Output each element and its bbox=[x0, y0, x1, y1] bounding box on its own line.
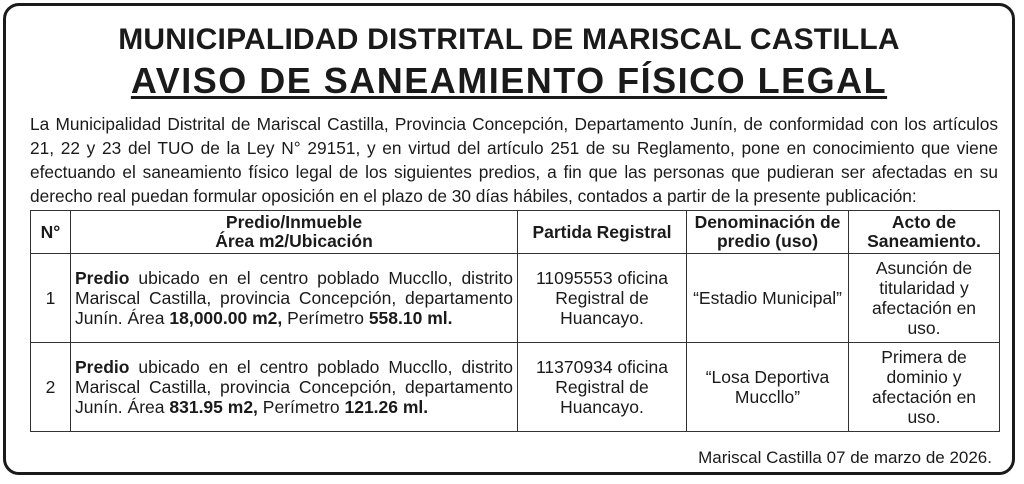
predios-table bbox=[30, 210, 1000, 432]
header-predio-line1: Predio/Inmueble bbox=[225, 212, 363, 232]
header-predio-line2: Área m2/Ubicación bbox=[215, 231, 373, 251]
desc-perimetro: 121.26 ml. bbox=[344, 397, 429, 417]
row-number: 2 bbox=[31, 343, 71, 432]
header-predio bbox=[71, 211, 518, 254]
desc-perimetro-label: Perímetro bbox=[282, 308, 369, 328]
row-partida: 11095553 oficina Registral de Huancayo. bbox=[518, 254, 687, 343]
header-num: N° bbox=[31, 211, 71, 254]
row-denominacion: “Losa Deportiva Muccllo” bbox=[687, 343, 849, 432]
notice-subtitle-text: AVISO DE SANEAMIENTO FÍSICO LEGAL bbox=[130, 60, 888, 101]
row-description bbox=[71, 343, 518, 432]
desc-perimetro-label: Perímetro bbox=[257, 397, 345, 417]
row-partida: 11370934 oficina Registral de Huancayo. bbox=[518, 343, 687, 432]
notice-frame bbox=[3, 3, 1015, 475]
row-denominacion: “Estadio Municipal” bbox=[687, 254, 849, 343]
desc-bold-start: Predio bbox=[75, 268, 130, 288]
desc-perimetro: 558.10 ml. bbox=[368, 308, 453, 328]
row-acto: Primera de dominio y afectación en uso. bbox=[849, 343, 1000, 432]
header-partida: Partida Registral bbox=[518, 211, 687, 254]
desc-text: ubicado en el centro poblado Muccllo, distrito Mariscal Castilla, provincia Concepción, departamento Junín. Área bbox=[75, 357, 513, 417]
municipality-title: MUNICIPALIDAD DISTRITAL DE MARISCAL CASTILLA bbox=[118, 23, 900, 56]
header-acto: Acto de Saneamiento. bbox=[849, 211, 1000, 254]
row-acto: Asunción de titularidad y afectación en uso. bbox=[849, 254, 1000, 343]
desc-bold-start: Predio bbox=[75, 357, 130, 377]
table-row bbox=[31, 343, 1000, 432]
header-denominacion: Denominación de predio (uso) bbox=[687, 211, 849, 254]
table-header-row bbox=[31, 211, 1000, 254]
desc-area: 18,000.00 m2, bbox=[169, 308, 283, 328]
notice-subtitle bbox=[6, 60, 1012, 102]
intro-paragraph: La Municipalidad Distrital de Mariscal Castilla, Provincia Concepción, Departamento Junín, de conformidad con los artículos 21, 22 y 23 del TUO de la Ley N° 29151, y en virtud del artículo 251 de su Reglamento, pone en conocimiento que viene efectuando el saneamiento físico legal de los siguientes predios, a fin que las personas que pudieran ser afectadas en su derecho real puedan formular oposición en el plazo de 30 días hábiles, contados a partir de la presente publicación: bbox=[30, 114, 998, 206]
row-number: 1 bbox=[31, 254, 71, 343]
table-row bbox=[31, 254, 1000, 343]
row-description bbox=[71, 254, 518, 343]
desc-text: ubicado en el centro poblado Muccllo, distrito Mariscal Castilla, provincia Concepción, departamento Junín. Área bbox=[75, 268, 513, 328]
footer-date-line: Mariscal Castilla 07 de marzo de 2026. bbox=[698, 448, 992, 467]
desc-area: 831.95 m2, bbox=[169, 397, 258, 417]
